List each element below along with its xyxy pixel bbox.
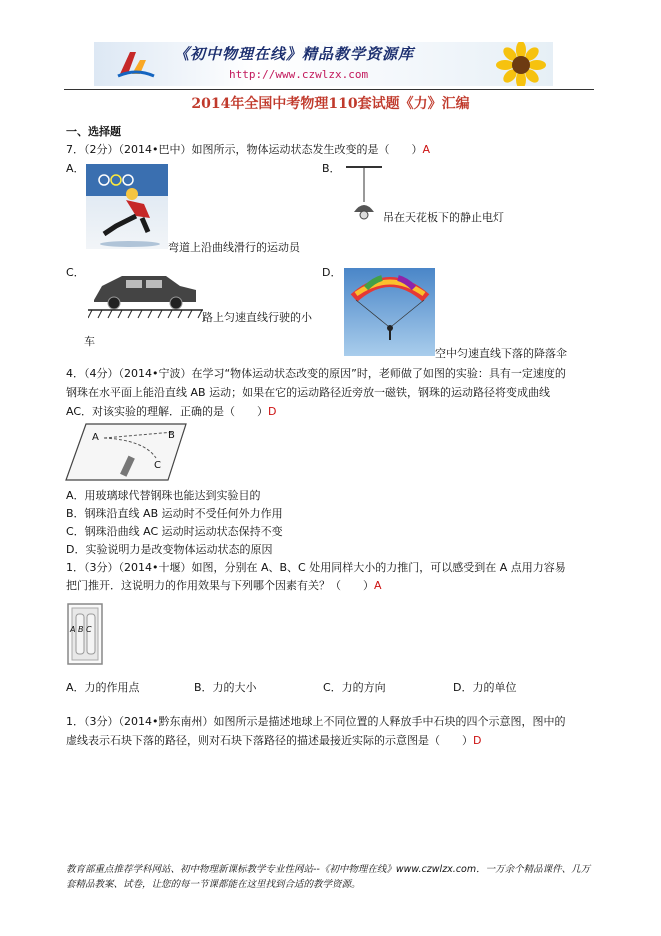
option-caption: 弯道上沿曲线滑行的运动员 [168,241,300,254]
option-caption: 吊在天花板下的静止电灯 [383,211,504,224]
question-stem: 1．（3分）（2014•十堰）如图，分别在 A、B、C 处用同样大小的力推门，可以感受到在 A 点用力容易 [66,561,566,574]
option: C．钢珠沿曲线 AC 运动时运动状态保持不变 [66,525,283,538]
answer-mark: A [374,579,382,592]
section-heading: 一、选择题 [66,125,121,138]
document-title: 2014年全国中考物理110套试题《力》汇编 [191,96,470,112]
answer-mark: A [422,143,431,156]
sunflower-icon [489,42,553,86]
hanging-lamp-icon [344,164,384,224]
option-label: A． [66,162,85,175]
figure-label: C [154,460,161,471]
parachute-icon [344,268,435,356]
option: D．实验说明力是改变物体运动状态的原因 [66,543,273,556]
option-label: D． [322,266,342,279]
option: B．钢珠沿直线 AB 运动时不受任何外力作用 [66,507,283,520]
banner-url[interactable]: http://www.czwlzx.com [229,68,369,81]
figure-label: A [92,432,99,443]
question-stem: AC．对该实验的理解．正确的是（ ）D [66,405,277,418]
option-label: B． [322,162,341,175]
answer-mark: D [268,405,277,418]
page-footer: 教育部重点推荐学科网站、初中物理新课标教学专业性网站--《初中物理在线》www.czwlzx.com．一万余个精品课件、几万套精品教案、试卷，让您的每一节课都能在这里找到合适的教学资源。 [66,864,591,890]
option-label: C． [66,266,85,279]
question-stem: 钢珠在水平面上能沿直线 AB 运动；如果在它的运动路径近旁放一磁铁，钢珠的运动路径将变成曲线 [66,386,551,399]
question-stem: 4．（4分）（2014•宁波）在学习“物体运动状态改变的原因”时，老师做了如图的实验：具有一定速度的 [66,367,566,380]
skater-icon [86,164,168,249]
question-stem: 1．（3分）（2014•黔东南州）如图所示是描述地球上不同位置的人释放手中石块的四个示意图，图中的 [66,715,566,728]
option: A．力的作用点 [66,681,140,694]
header-banner [94,42,553,86]
option: D．力的单位 [453,681,517,694]
option: C．力的方向 [323,681,386,694]
logo-icon [116,48,156,80]
skater-image [86,164,168,249]
question-stem: 把门推开．这说明力的作用效果与下列哪个因素有关？（ ）A [66,579,382,592]
question-stem: 7．（2分）（2014•巴中）如图所示，物体运动状态发生改变的是（ ）A [66,143,431,156]
car-icon [88,268,203,320]
option-caption: 路上匀速直线行驶的小 [202,311,312,324]
question-stem: 虚线表示石块下落的路径，则对石块下落路径的描述最接近实际的示意图是（ ）D [66,734,482,747]
option-caption: 车 [84,335,95,348]
option-caption: 空中匀速直线下落的降落伞 [435,347,567,360]
figure-label: B [168,430,175,441]
answer-mark: D [473,734,482,747]
banner-title: 《初中物理在线》精品教学资源库 [174,45,415,63]
door-point-labels: A B C [70,625,92,634]
header-rule [64,89,594,90]
option: A．用玻璃球代替钢珠也能达到实验目的 [66,489,261,502]
option: B．力的大小 [194,681,257,694]
parachute-image [344,268,435,356]
